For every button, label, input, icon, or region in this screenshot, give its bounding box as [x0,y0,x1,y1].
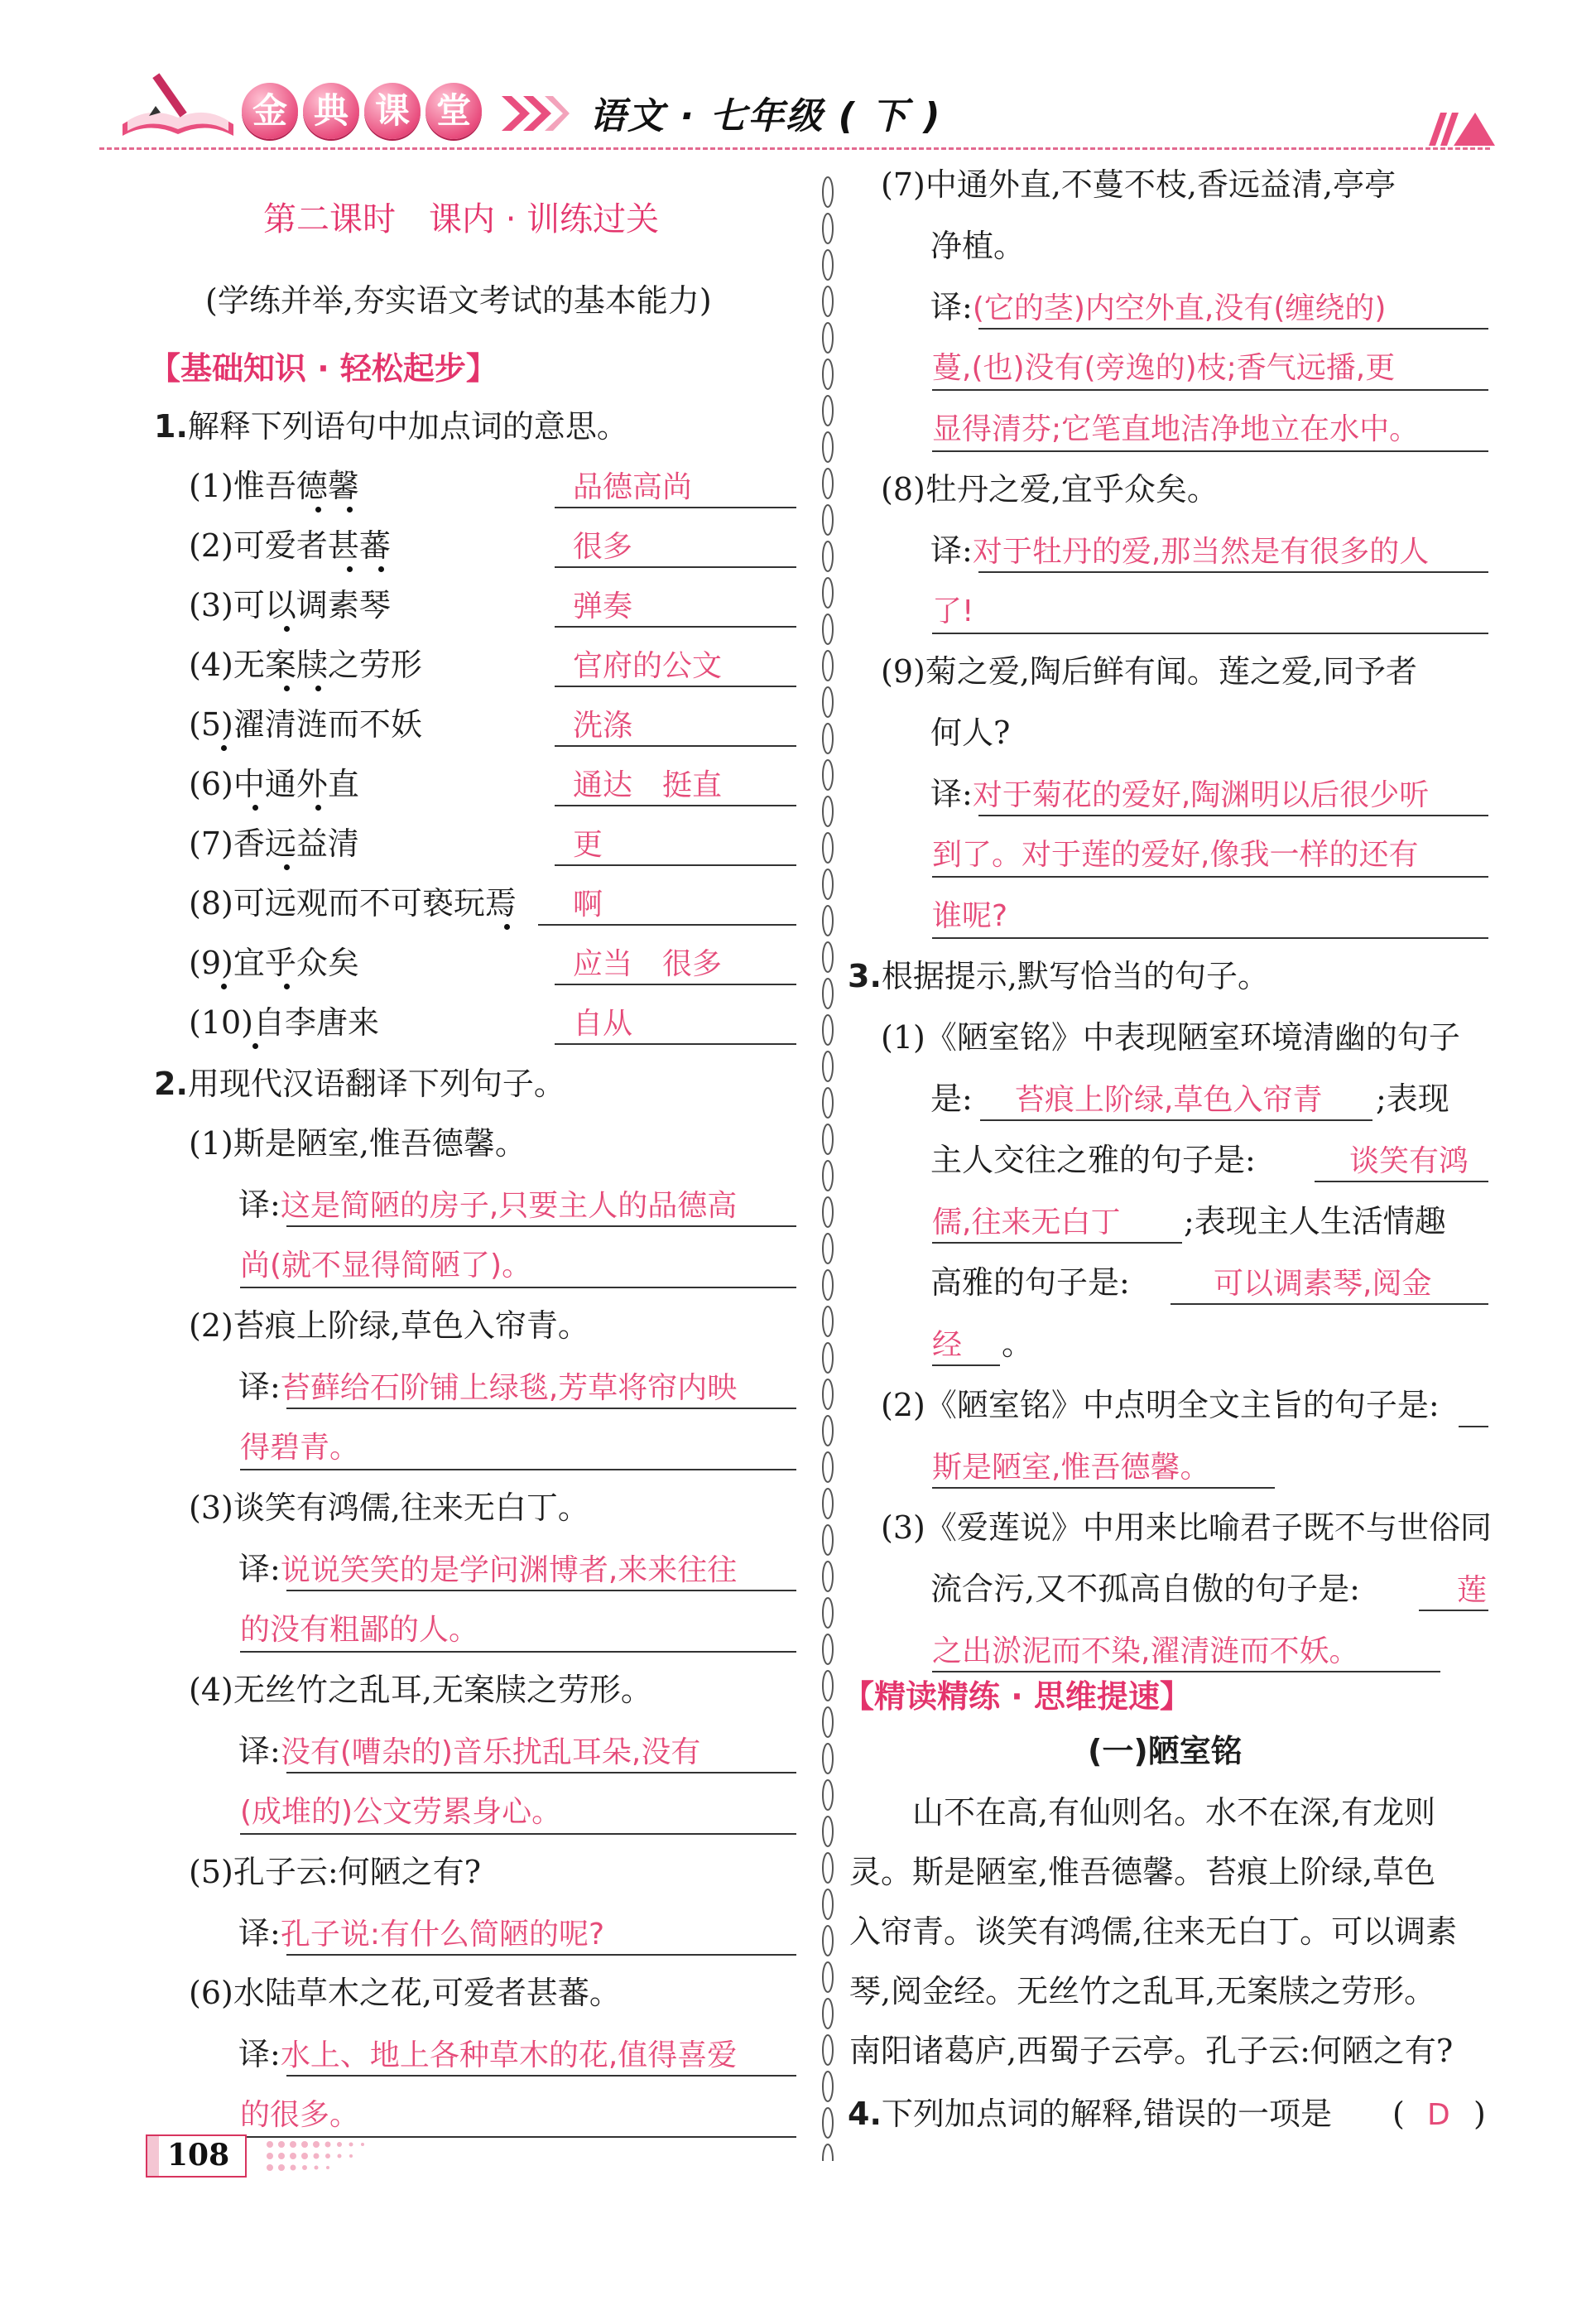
translation-answer: 得碧青。 [240,1431,360,1465]
book-pen-logo-icon [116,66,240,149]
translation-prefix: 译: [238,1551,281,1587]
question-1 [154,406,628,447]
answer-underline [240,1792,796,1835]
decorative-dots-icon [265,2138,480,2171]
answer-underline [286,1730,796,1773]
question-stem: 解释下列语句中加点词的意思。 [187,408,628,445]
answer-underline [286,1913,796,1956]
column-divider [820,174,836,2161]
section-heading: 【精读精练 · 思维提速】 [843,1678,1191,1715]
translation-answer: 水上、地上各种草木的花,值得喜爱 [280,2038,738,2072]
q1-answer: 应当 很多 [573,947,723,981]
q3-prompt: ;表现 [1376,1080,1449,1117]
q3-answer: 儒,往来无白丁 [932,1206,1121,1239]
q3-answer: 莲 [1457,1573,1488,1607]
page-number-box [146,2134,247,2178]
translation-answer: 蔓,(也)没有(旁逸的)枝;香气远播,更 [932,351,1396,385]
emphasis-dot [347,507,353,513]
translation-prefix: 译: [238,1915,281,1951]
translation-answer: 显得清芬;它笔直地洁净地立在水中。 [932,412,1420,446]
passage-line: 灵。斯是陋室,惟吾德馨。苔痕上阶绿,草色 [849,1854,1436,1890]
q3-prompt: 。 [1002,1326,1034,1362]
q2-sentence: (3)谈笑有鸿儒,往来无白丁。 [189,1489,589,1526]
answer-underline [932,835,1488,878]
translation-prefix: 译: [238,1733,281,1769]
answer-underline [286,1548,796,1591]
header-divider [99,147,1490,150]
translation-answer: 尚(就不显得简陋了)。 [240,1249,532,1283]
question-number: 3. [848,958,882,994]
brand-char: 课 [364,83,421,139]
translation-answer: 对于菊花的爱好,陶渊明以后很少听 [972,778,1430,812]
q1-answer: 通达 挺直 [573,768,723,802]
lesson-subtitle: (学练并举,夯实语文考试的基本能力) [205,282,712,319]
passage-line: 山不在高,有仙则名。水不在深,有龙则 [881,1794,1436,1831]
translation-answer: 苔藓给石阶铺上绿毯,芳草将帘内映 [280,1371,738,1405]
passage-line: 入帘青。谈笑有鸿儒,往来无白丁。可以调素 [849,1913,1458,1950]
q3-prompt: (2)《陋室铭》中点明全文主旨的句子是: [881,1387,1440,1423]
answer-underline [978,530,1488,573]
answer-underline [932,896,1488,939]
q2-sentence: (4)无丝竹之乱耳,无案牍之劳形。 [189,1672,652,1708]
q3-answer: 之出淤泥而不染,濯清涟而不妖。 [932,1634,1359,1668]
answer-underline [240,1427,796,1470]
question-number: 2. [154,1066,188,1102]
emphasis-dot [347,566,353,572]
answer-underline [286,1184,796,1227]
question-stem: 根据提示,默写恰当的句子。 [881,958,1269,994]
q1-answer: 自从 [573,1007,633,1041]
question-number: 4. [848,2096,882,2132]
translation-prefix: 译: [238,2036,281,2072]
q2-sentence: (5)孔子云:何陋之有? [189,1854,482,1890]
translation-answer: 了! [932,594,974,628]
translation-answer: 没有(嘈杂的)音乐扰乱耳朵,没有 [280,1735,701,1769]
q1-answer: 更 [573,828,603,862]
q3-answer: 谈笑有鸿 [1349,1144,1469,1178]
q3-prompt: (1)《陋室铭》中表现陋室环境清幽的句子 [881,1019,1460,1056]
stripes-triangle-icon [1429,109,1495,147]
answer-underline [932,591,1488,634]
emphasis-dot [315,686,321,691]
double-chevron-icon [498,93,570,134]
q1-item: (4)无案牍之劳形 [189,647,422,683]
q1-answer: 品德高尚 [573,470,693,504]
q1-answer: 弹奏 [573,590,633,623]
translation-prefix: 译: [930,776,973,812]
emphasis-dot [315,507,321,513]
passage-line: 琴,阅金经。无丝竹之乱耳,无案牍之劳形。 [849,1973,1436,2009]
emphasis-dot [284,686,290,691]
lesson-title: 第二课时 课内 · 训练过关 [263,200,660,238]
answer-underline [286,2033,796,2077]
q2-sentence: (8)牡丹之爱,宜乎众矣。 [881,471,1219,508]
question-stem: 用现代汉语翻译下列句子。 [187,1066,565,1102]
emphasis-dot [221,745,227,751]
q1-item: (7)香远益清 [189,825,359,862]
answer-underline [932,348,1488,391]
q1-item: (3)可以调素琴 [189,587,391,623]
answer-underline [932,409,1488,452]
q2-sentence: 何人? [930,715,1011,751]
q1-answer: 很多 [573,530,633,564]
q3-answer: 斯是陋室,惟吾德馨。 [932,1451,1210,1485]
answer-paren-right: ) [1473,2096,1486,2132]
section-heading: 【基础知识 · 轻松起步】 [149,350,498,387]
q3-prompt: 流合污,又不孤高自傲的句子是: [930,1571,1360,1607]
emphasis-dot [221,984,227,989]
brand-char: 堂 [425,83,482,139]
question-stem: 下列加点词的解释,错误的一项是 [881,2096,1332,2132]
translation-answer: (成堆的)公文劳累身心。 [240,1795,562,1829]
q3-prompt: 是: [930,1080,973,1117]
question-3 [848,955,1269,997]
question-4 [848,2093,1332,2134]
q1-answer: 官府的公文 [573,649,723,683]
q1-item: (6)中通外直 [189,766,359,802]
q3-answer: 苔痕上阶绿,草色入帘青 [1015,1083,1323,1117]
translation-answer: 的很多。 [240,2098,360,2132]
translation-answer: 的没有粗鄙的人。 [240,1613,479,1647]
emphasis-dot [252,805,258,811]
q1-item: (2)可爱者甚蕃 [189,527,391,564]
q1-answer: 洗涤 [573,709,633,743]
emphasis-dot [284,864,290,870]
emphasis-dot [315,805,321,811]
brand-title [242,83,482,139]
passage-title: (一)陋室铭 [1088,1733,1243,1769]
q3-answer: 经 [932,1328,963,1362]
q3-prompt: ;表现主人生活情趣 [1184,1203,1446,1239]
page-tab [147,2136,159,2176]
q1-item: (9)宜乎众矣 [189,945,359,981]
translation-prefix: 译: [238,1369,281,1405]
q1-item: (10)自李唐来 [189,1004,380,1041]
answer-underline [240,2095,796,2138]
q2-sentence: (1)斯是陋室,惟吾德馨。 [189,1125,526,1162]
q2-sentence: (9)菊之爱,陶后鲜有闻。莲之爱,同予者 [881,653,1417,690]
q1-item: (1)惟吾德馨 [189,468,359,504]
q1-item: (8)可远观而不可亵玩焉 [189,885,517,922]
emphasis-dot [252,1043,258,1049]
q2-sentence: (6)水陆草木之花,可爱者甚蕃。 [189,1975,621,2011]
q3-prompt: 主人交往之雅的句子是: [930,1142,1256,1178]
brand-char: 典 [303,83,359,139]
subject-grade: 语文 · 七年级 ( 下 ) [589,95,942,137]
translation-prefix: 译: [930,289,973,325]
translation-answer: (它的茎)内空外直,没有(缠绕的) [972,291,1387,325]
translation-answer: 这是简陋的房子,只要主人的品德高 [280,1189,738,1223]
emphasis-dot [378,566,384,572]
translation-answer: 说说笑笑的是学问渊博者,来来往往 [280,1553,738,1587]
emphasis-dot [284,626,290,632]
q3-answer: 可以调素琴,阅金 [1214,1267,1432,1301]
q2-sentence: (7)中通外直,不蔓不枝,香远益清,亭亭 [881,166,1396,203]
answer-underline [286,1366,796,1409]
emphasis-dot [504,924,510,930]
emphasis-dot [284,984,290,989]
answer-blank [1459,1384,1488,1427]
brand-char: 金 [242,83,298,139]
q3-prompt: (3)《爱莲说》中用来比喻君子既不与世俗同 [881,1509,1492,1546]
translation-answer: 到了。对于莲的爱好,像我一样的还有 [932,838,1419,872]
translation-prefix: 译: [930,532,973,569]
q1-item: (5)濯清涟而不妖 [189,706,422,743]
q2-sentence: (2)苔痕上阶绿,草色入帘青。 [189,1307,589,1344]
answer-paren-left: ( [1392,2096,1405,2132]
q1-answer: 啊 [573,888,603,922]
answer-underline [978,286,1488,330]
translation-answer: 谁呢? [932,899,1008,933]
q2-sentence: 净植。 [930,228,1026,264]
translation-answer: 对于牡丹的爱,那当然是有很多的人 [972,535,1430,569]
passage-line: 南阳诸葛庐,西蜀子云亭。孔子云:何陋之有? [849,2033,1454,2069]
translation-answer: 孔子说:有什么简陋的呢? [280,1918,605,1951]
answer-underline [978,773,1488,816]
q4-answer: D [1427,2098,1450,2132]
translation-prefix: 译: [238,1186,281,1223]
q3-prompt: 高雅的句子是: [930,1264,1130,1301]
question-2 [154,1063,565,1104]
page-number: 108 [167,2138,230,2173]
answer-underline [240,1245,796,1288]
question-number: 1. [154,408,188,445]
answer-underline [240,1610,796,1653]
